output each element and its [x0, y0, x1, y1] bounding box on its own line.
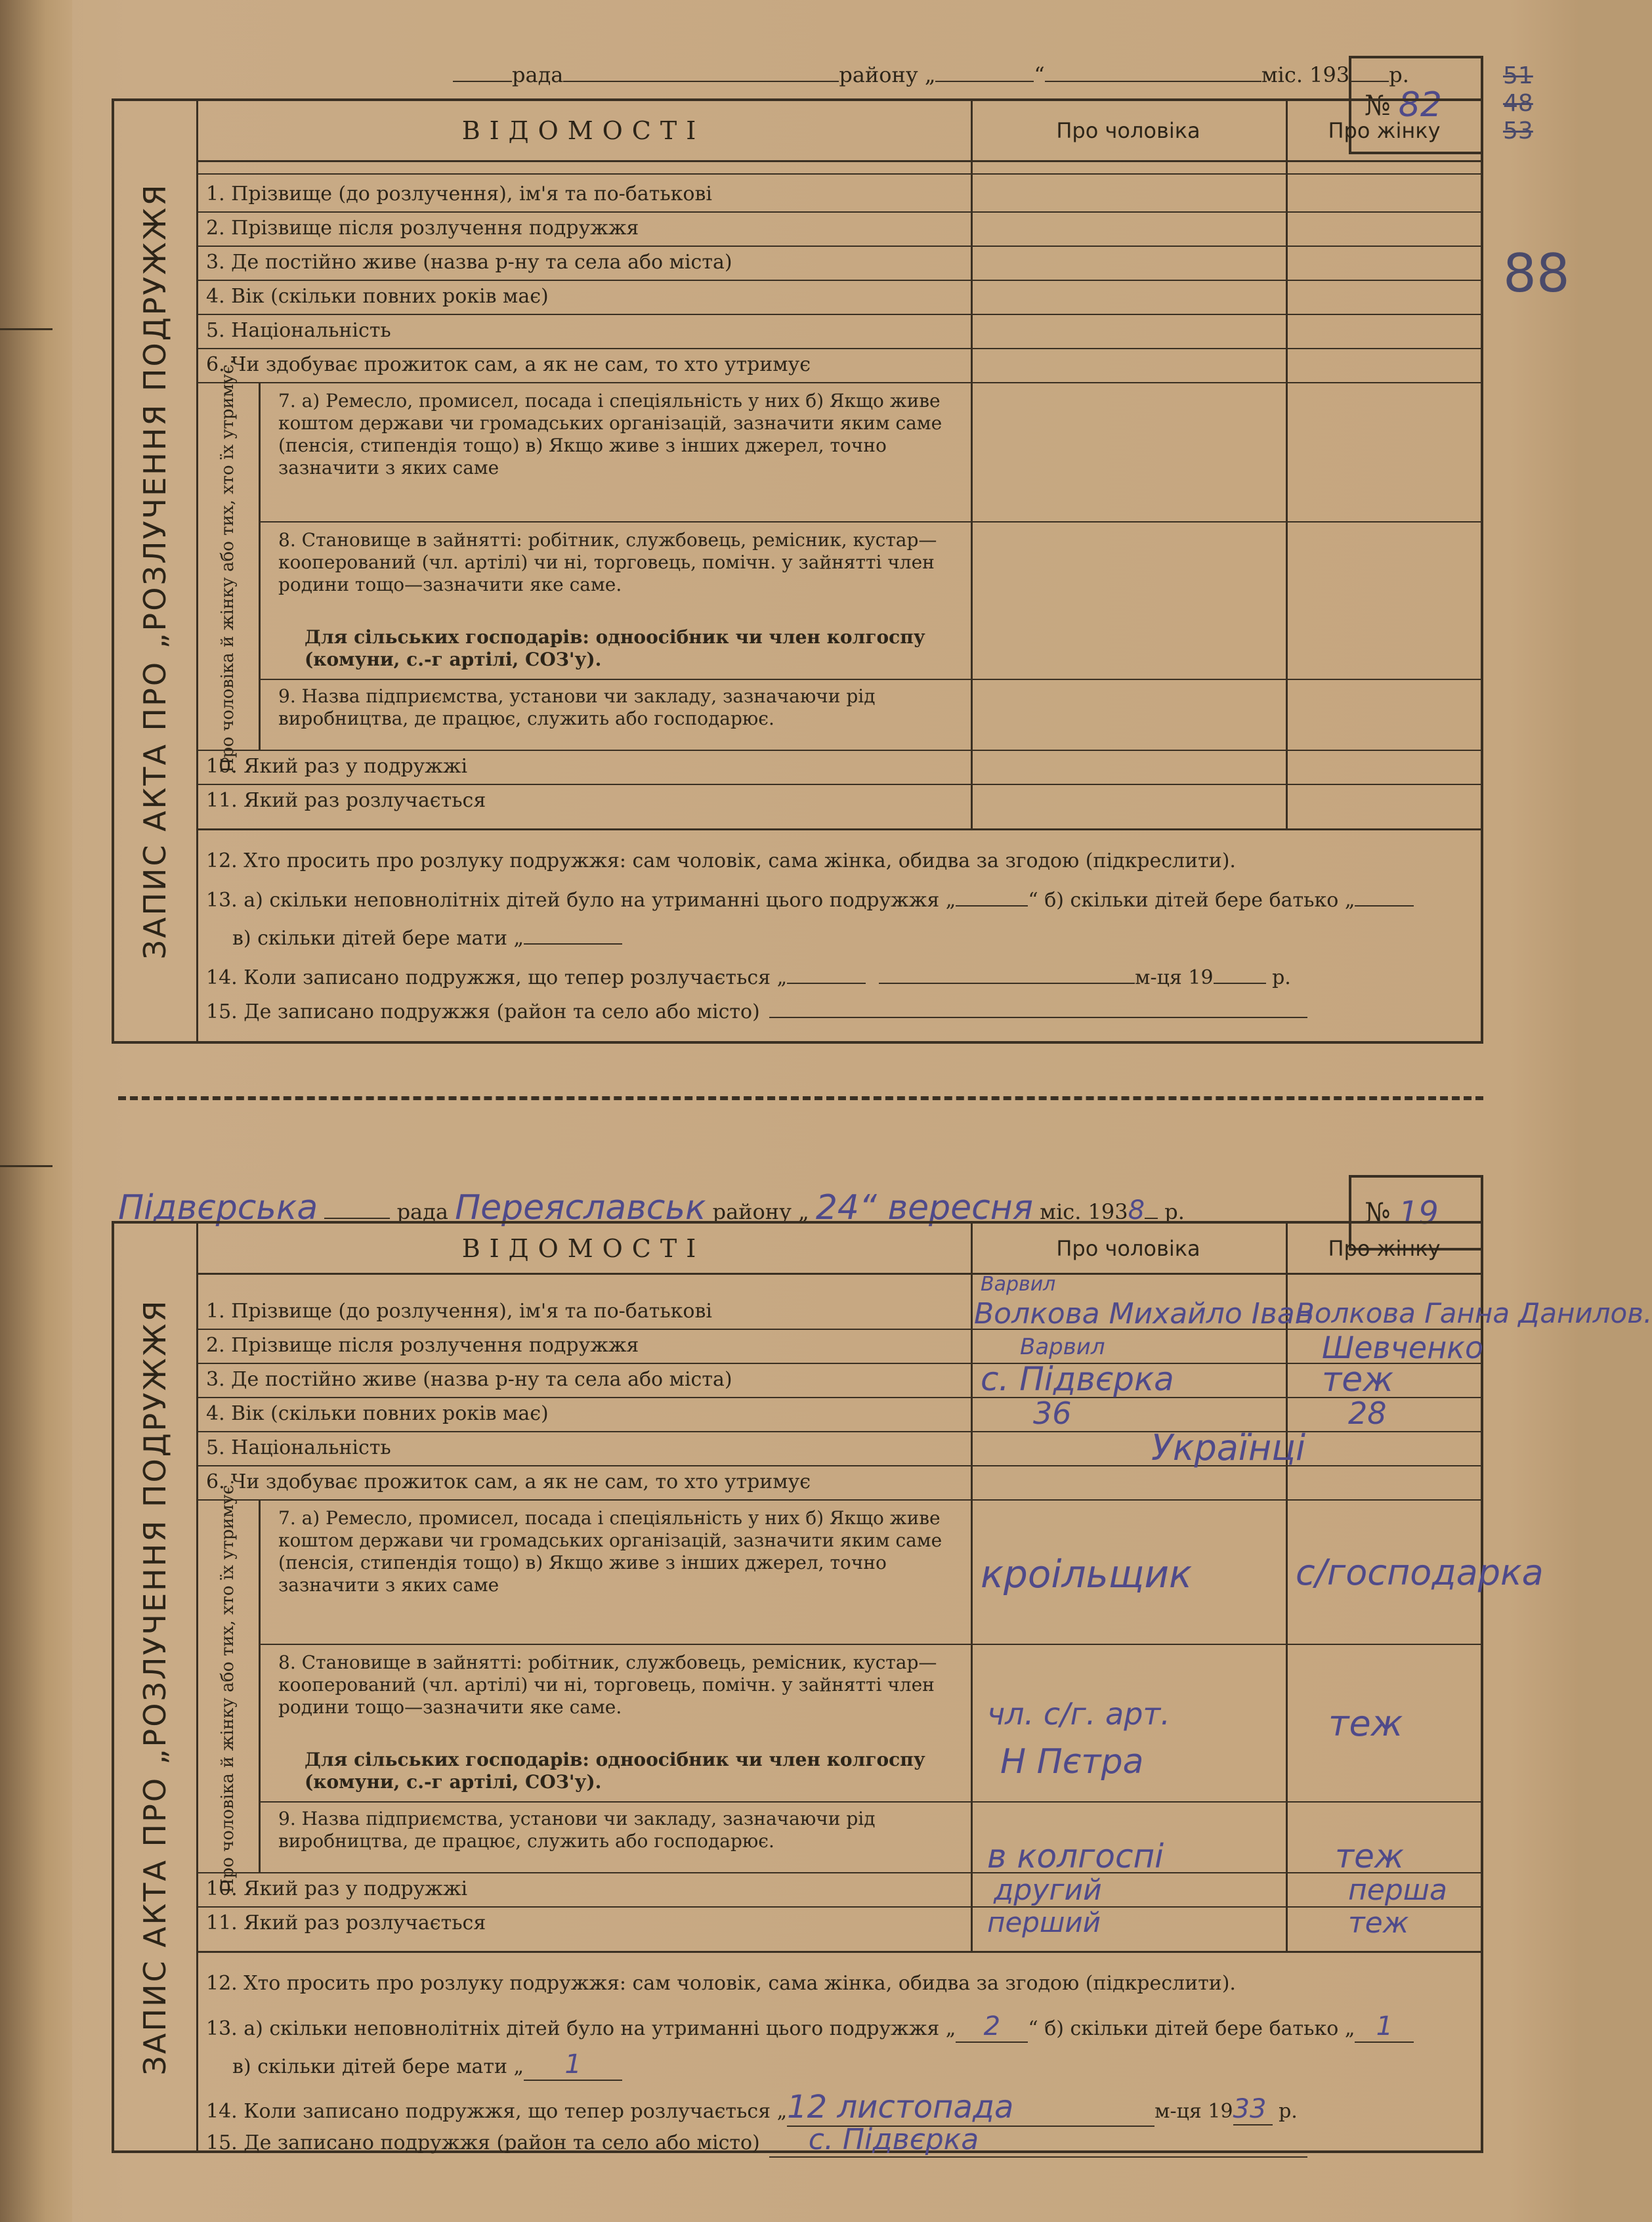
husband-place: с. Підвєрка: [981, 1360, 1174, 1398]
form2-number-box: № 19: [1349, 1175, 1483, 1250]
row-1: 1. Прізвище (до розлучення), ім'я та по-батькові: [206, 1300, 712, 1323]
line-15: 15. Де записано подружжя (район та село або місто): [206, 1000, 1307, 1023]
husband-status: чл. с/г. арт.: [987, 1696, 1170, 1732]
row-5: 5. Національність: [206, 1436, 391, 1459]
line-14: 14. Коли записано подружжя, що тепер розлучається „ м-ця 19 р.: [206, 966, 1291, 989]
form1-number-box: № 82: [1349, 56, 1483, 154]
wife-status: теж: [1328, 1703, 1403, 1744]
form1-number-handwritten: 82: [1398, 85, 1442, 125]
marriage-date: 12 листопада: [787, 2089, 1014, 2126]
wife-name: Волкова Ганна Данилов.: [1296, 1297, 1652, 1329]
form2-sidebar: [114, 1224, 198, 2150]
form2-side-title: ЗАПИС АКТА ПРО „РОЗЛУЧЕННЯ ПОДРУЖЖЯ: [137, 1298, 173, 2076]
item-8: 8. Становище в зайнятті: робітник, службовець, ремісник, кустар—кооперований (чл. артілі) чи ні, торговець, помічн. у зайнятті член родини тощо—зазначити яке саме.: [278, 1652, 937, 1718]
line-12: 12. Хто просить про розлуку подружжя: сам чоловік, сама жінка, обидва за згодою (підкреслити).: [206, 849, 1236, 872]
row-11: 11. Який раз розлучається: [206, 789, 486, 812]
left-page-edge: [0, 1165, 53, 1167]
wife-surname-after: Шевченко: [1322, 1330, 1484, 1365]
col-info-header: ВІДОМОСТІ: [461, 1233, 706, 1263]
item-8-farmers: Для сільських господарів: одноосібник чи член колгоспу (комуни, с.-г артілі, СОЗ'у).: [305, 1749, 925, 1793]
nationality: Українці: [1151, 1427, 1305, 1468]
line-13a: 13. а) скільки неповнолітніх дітей було на утриманні цього подружжя „ 2 “ б) скільки дітей бере батько „ 1: [206, 2011, 1414, 2043]
husband-times-divorced: перший: [987, 1906, 1101, 1938]
left-page-edge: [0, 328, 53, 330]
row-10: 10. Який раз у подружжі: [206, 755, 468, 778]
margin-number: 88: [1503, 243, 1570, 304]
line-14: 14. Коли записано подружжя, що тепер розлучається „12 листопада м-ця 1933 р.: [206, 2089, 1298, 2126]
row-3: 3. Де постійно живе (назва р-ну та села або міста): [206, 1368, 732, 1391]
wife-place: теж: [1322, 1360, 1394, 1399]
row-2: 2. Прізвище після розлучення подружжя: [206, 1334, 639, 1357]
form1-table-header: [196, 101, 1481, 162]
wife-times-married: перша: [1348, 1873, 1447, 1907]
row-6: 6. Чи здобуває прожиток сам, а як не сам, то хто утримує: [206, 353, 811, 376]
children-count: 2: [983, 2011, 1001, 2041]
item-9: 9. Назва підприємства, установи чи закладу, зазначаючи рід виробництва, де працює, служить або господарює.: [278, 685, 876, 729]
form2-number-handwritten: 19: [1398, 1194, 1439, 1231]
form2-header-line: Підвєрська рада Переяславськ району „ 24“ вересня міс. 1938 р.: [118, 1188, 1185, 1228]
form2-raion-value: Переяславськ: [455, 1188, 706, 1228]
husband-surname-after: Варвил: [1020, 1334, 1105, 1360]
book-spine: [0, 0, 72, 2222]
item-8: 8. Становище в зайнятті: робітник, службовець, ремісник, кустар—кооперований (чл. артілі) чи ні, торговець, помічн. у зайнятті член родини тощо—зазначити яке саме.: [278, 529, 937, 595]
row-1: 1. Прізвище (до розлучення), ім'я та по-батькові: [206, 182, 712, 205]
father-takes: 1: [1376, 2011, 1393, 2041]
form2-table-header: [196, 1224, 1481, 1275]
wife-workplace: теж: [1335, 1837, 1404, 1875]
form2-sub-sidebar: Про чоловіка й жінку або тих, хто їх утримує.: [196, 1499, 261, 1873]
row-4: 4. Вік (скільки повних років має): [206, 1402, 549, 1425]
line-15: 15. Де записано подружжя (район та село або місто) с. Підвєрка: [206, 2123, 1307, 2158]
row-6: 6. Чи здобуває прожиток сам, а як не сам, то хто утримує: [206, 1470, 811, 1493]
husband-times-married: другий: [994, 1873, 1102, 1907]
row-3: 3. Де постійно живе (назва р-ну та села або міста): [206, 251, 732, 274]
line-12: 12. Хто просить про розлуку подружжя: сам чоловік, сама жінка, обидва за згодою (підкреслити).: [206, 1972, 1236, 1995]
husband-surname-top: Варвил: [981, 1273, 1056, 1296]
form1-sub-sidebar: Про чоловіка й жінку або тих, хто їх утримує.: [196, 382, 261, 750]
wife-age: 28: [1348, 1396, 1387, 1431]
form2: [112, 1221, 1652, 2156]
form2-date-value: 24“ вересня: [815, 1188, 1033, 1228]
row-10: 10. Який раз у подружжі: [206, 1877, 468, 1900]
col-wife-header: Про жінку: [1328, 118, 1441, 143]
form1-side-title: ЗАПИС АКТА ПРО „РОЗЛУЧЕННЯ ПОДРУЖЖЯ: [137, 182, 173, 960]
form2-rada-value: Підвєрська: [118, 1188, 318, 1228]
row-5: 5. Національність: [206, 319, 391, 342]
husband-workplace: в колгоспі: [987, 1837, 1164, 1875]
husband-occupation: кроільщик: [981, 1552, 1193, 1596]
line-13a: 13. а) скільки неповнолітніх дітей було на утриманні цього подружжя „ “ б) скільки дітей бере батько „: [206, 889, 1414, 912]
row-4: 4. Вік (скільки повних років має): [206, 285, 549, 308]
form1-sidebar: [114, 101, 198, 1041]
husband-name: Волкова Михайло Іван: [974, 1297, 1314, 1331]
col-wife-header: Про жінку: [1328, 1235, 1441, 1261]
row-2: 2. Прізвище після розлучення подружжя: [206, 217, 639, 240]
form1-header-line: рада району „ “ міс. 193 р.: [453, 62, 1409, 87]
line-13c: в) скільки дітей бере мати „ 1: [232, 2049, 622, 2081]
form1: [112, 98, 1483, 1044]
item-7: 7. а) Ремесло, промисел, посада і спеціяльність у них б) Якщо живе коштом держави чи громадських організацій, зазначити яким саме (пенсія, стипендія тощо) в) Якщо живе з інших джерел, точно зазначити з яких саме: [278, 390, 942, 479]
tear-line: [118, 1096, 1483, 1100]
marriage-place: с. Підвєрка: [808, 2123, 979, 2156]
item-8-farmers: Для сільських господарів: одноосібник чи член колгоспу (комуни, с.-г артілі, СОЗ'у).: [305, 626, 925, 670]
margin-notes: 51 48 53: [1503, 62, 1533, 144]
col-husband-header: Про чоловіка: [1056, 118, 1200, 143]
col-info-header: ВІДОМОСТІ: [461, 116, 706, 145]
line-13c: в) скільки дітей бере мати „: [232, 927, 622, 950]
mother-takes: 1: [564, 2049, 582, 2080]
husband-status-2: Н Пєтра: [1000, 1742, 1144, 1782]
wife-times-divorced: теж: [1348, 1906, 1409, 1940]
item-9: 9. Назва підприємства, установи чи закладу, зазначаючи рід виробництва, де працює, служить або господарює.: [278, 1808, 876, 1852]
col-husband-header: Про чоловіка: [1056, 1235, 1200, 1261]
wife-occupation: с/господарка: [1296, 1552, 1544, 1593]
marriage-year: 33: [1233, 2094, 1267, 2124]
item-7: 7. а) Ремесло, промисел, посада і спеціяльність у них б) Якщо живе коштом держави чи громадських організацій, зазначити яким саме (пенсія, стипендія тощо) в) Якщо живе з інших джерел, точно зазначити з яких саме: [278, 1507, 942, 1596]
husband-age: 36: [1033, 1396, 1072, 1431]
row-11: 11. Який раз розлучається: [206, 1912, 486, 1934]
